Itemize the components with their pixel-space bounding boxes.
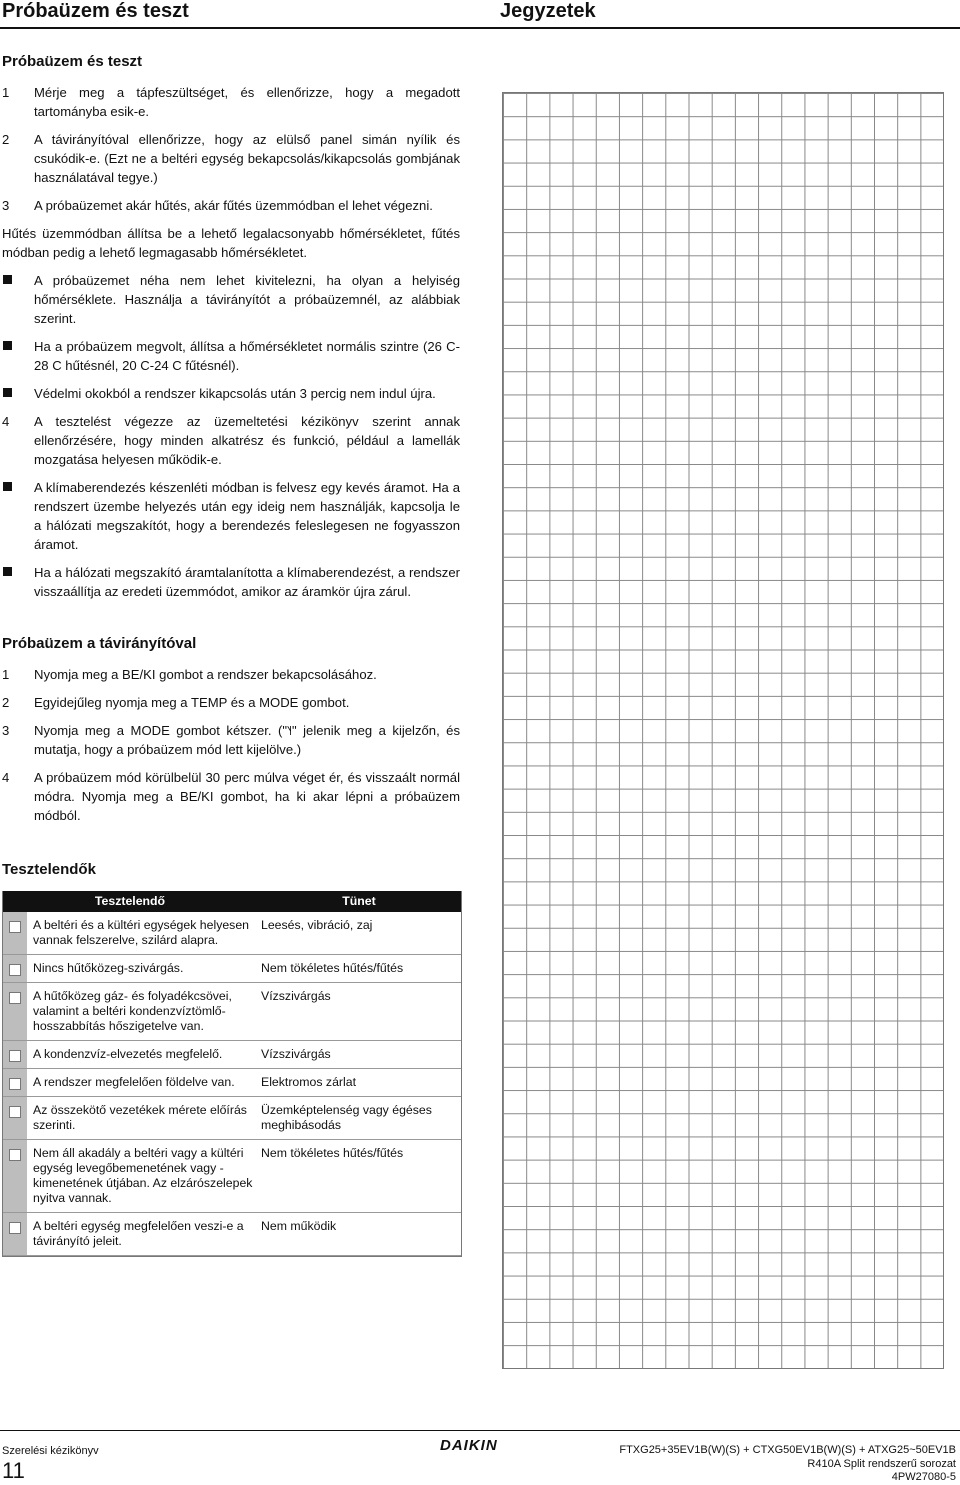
- bullet-text: A klímaberendezés készenléti módban is felvesz egy kevés áramot. Ha a rendszert üzembe helyezés után egy ideig nem használják, kapcsolja le a hálózati megszakítót, hogy a berendezés feleslegesen ne fogyasszon áramot.: [34, 480, 460, 552]
- bullet-item: [2, 337, 460, 375]
- item-text: A próbaüzemet akár hűtés, akár fűtés üzemmódban el lehet végezni.: [34, 198, 433, 213]
- symptom-cell: Nem tökéletes hűtés/fűtés: [257, 1140, 461, 1213]
- item-text: A próbaüzem mód körülbelül 30 perc múlva véget ér, és visszaált normál módra. Nyomja meg a BE/KI gombot, ha ki akar lépni a próbaüzem módból.: [34, 770, 460, 823]
- column-header-symptom: Tünet: [257, 891, 461, 912]
- footer-doc-number: 4PW27080-5: [891, 1471, 956, 1483]
- header-left-title: Próbaüzem és teszt: [2, 0, 189, 22]
- item-number: 2: [2, 132, 10, 147]
- symptom-cell: Üzemképtelenség vagy égéses meghibásodás: [257, 1097, 461, 1140]
- square-bullet-icon: [3, 341, 12, 350]
- header-rule: [0, 27, 960, 29]
- list-item: [2, 412, 460, 469]
- table-row: [3, 955, 461, 983]
- checkbox-icon[interactable]: [9, 921, 21, 933]
- test-item-cell: A beltéri egység megfelelően veszi-e a távirányító jeleit.: [27, 1213, 257, 1256]
- symptom-cell: Elektromos zárlat: [257, 1069, 461, 1097]
- table-row: [3, 1097, 461, 1140]
- checklist-table-wrap: [2, 891, 462, 1257]
- notes-grid: [502, 92, 944, 1369]
- list-item: [2, 83, 460, 121]
- section-title-checklist: Tesztelendők: [2, 861, 96, 878]
- item-number: 1: [2, 667, 10, 682]
- checkbox-icon[interactable]: [9, 1149, 21, 1161]
- column-header-item: Tesztelendő: [3, 891, 257, 912]
- bullet-text: Ha a hálózati megszakító áramtalanította a klímaberendezést, a rendszer visszaállítja az eredeti üzemmódot, amikor az áramkör újra zárul.: [34, 565, 460, 599]
- checkbox-icon[interactable]: [9, 964, 21, 976]
- test-item-cell: A rendszer megfelelően földelve van.: [27, 1069, 257, 1097]
- checkbox-cell: [3, 1097, 27, 1140]
- header-right-title: Jegyzetek: [500, 0, 596, 22]
- square-bullet-icon: [3, 275, 12, 284]
- footer-rule: [0, 1430, 960, 1431]
- bullet-text: A próbaüzemet néha nem lehet kivitelezni, ha olyan a helyiség hőmérséklete. Használja a távirányítót a próbaüzemnél, az alábbiak szerint.: [34, 273, 460, 326]
- bullet-item: [2, 478, 460, 554]
- checkbox-cell: [3, 1069, 27, 1097]
- item-number: 1: [2, 85, 10, 100]
- footer-series: R410A Split rendszerű sorozat: [807, 1457, 956, 1470]
- item-text: Mérje meg a tápfeszültséget, és ellenőrizze, hogy a megadott tartományba esik-e.: [34, 85, 460, 119]
- list-item: [2, 693, 460, 712]
- item-number: 4: [2, 414, 10, 429]
- item-number: 3: [2, 198, 10, 213]
- list-item: [2, 130, 460, 187]
- page-number: 11: [2, 1458, 25, 1483]
- left-column: [2, 52, 460, 1257]
- bullet-text: Ha a próbaüzem megvolt, állítsa a hőmérsékletet normális szintre (26 C-28 C hűtésnél, 20 C-24 C fűtésnél).: [34, 339, 460, 373]
- symptom-cell: Vízszivárgás: [257, 983, 461, 1041]
- footer-right: [619, 1444, 956, 1485]
- square-bullet-icon: [3, 388, 12, 397]
- bullet-item: [2, 384, 460, 403]
- checkbox-icon[interactable]: [9, 992, 21, 1004]
- checkbox-cell: [3, 1041, 27, 1069]
- table-row: [3, 983, 461, 1041]
- list-item: [2, 721, 460, 759]
- table-row: [3, 912, 461, 955]
- test-item-cell: Az összekötő vezetékek mérete előírás szerinti.: [27, 1097, 257, 1140]
- item-text: Nyomja meg a BE/KI gombot a rendszer bekapcsolásához.: [34, 667, 377, 682]
- square-bullet-icon: [3, 567, 12, 576]
- checkbox-cell: [3, 983, 27, 1041]
- checkbox-cell: [3, 912, 27, 955]
- list-item: [2, 665, 460, 684]
- checklist-table: [3, 891, 461, 1256]
- list-item: [2, 196, 460, 215]
- item-number: 4: [2, 770, 10, 785]
- item-text: A tesztelést végezze az üzemeltetési kézikönyv szerint annak ellenőrzésére, hogy minden alkatrész és funkció, például a lamellák mozgatása helyesen működik-e.: [34, 414, 460, 467]
- test-item-cell: A hűtőközeg gáz- és folyadékcsövei, valamint a beltéri kondenzvíztömlő-hosszabbítás hőszigetelve van.: [27, 983, 257, 1041]
- square-bullet-icon: [3, 482, 12, 491]
- item-number: 2: [2, 695, 10, 710]
- checkbox-icon[interactable]: [9, 1050, 21, 1062]
- bullet-text: Védelmi okokból a rendszer kikapcsolás után 3 percig nem indul újra.: [34, 386, 436, 401]
- table-row: [3, 1140, 461, 1213]
- checkbox-icon[interactable]: [9, 1078, 21, 1090]
- table-row: [3, 1213, 461, 1256]
- item-text: Egyidejűleg nyomja meg a TEMP és a MODE gombot.: [34, 695, 350, 710]
- item-number: 3: [2, 723, 10, 738]
- footer-model: FTXG25+35EV1B(W)(S) + CTXG50EV1B(W)(S) + ATXG25~50EV1B: [619, 1444, 956, 1456]
- checkbox-cell: [3, 1213, 27, 1256]
- test-item-cell: Nincs hűtőközeg-szivárgás.: [27, 955, 257, 983]
- table-row: [3, 1069, 461, 1097]
- test-item-cell: A kondenzvíz-elvezetés megfelelő.: [27, 1041, 257, 1069]
- checkbox-icon[interactable]: [9, 1222, 21, 1234]
- table-row: [3, 1041, 461, 1069]
- item-text: Nyomja meg a MODE gombot kétszer. ("˥˧" jelenik meg a kijelzőn, és mutatja, hogy a próbaüzem mód lett kijelölve.): [34, 723, 460, 757]
- symptom-cell: Leesés, vibráció, zaj: [257, 912, 461, 955]
- checkbox-cell: [3, 1140, 27, 1213]
- checkbox-cell: [3, 955, 27, 983]
- section-title-test-run: Próbaüzem és teszt: [2, 53, 143, 70]
- bullet-item: [2, 271, 460, 328]
- daikin-logo: DAIKIN: [440, 1437, 498, 1454]
- checkbox-icon[interactable]: [9, 1106, 21, 1118]
- list-item: [2, 768, 460, 825]
- section-title-remote-test: Próbaüzem a távirányítóval: [2, 635, 197, 652]
- bullet-item: [2, 563, 460, 601]
- item-text: A távirányítóval ellenőrizze, hogy az elülső panel simán nyílik és csukódik-e. (Ezt ne a beltéri egység bekapcsolás/kikapcsolás gombjának használatával tegye.): [34, 132, 460, 185]
- paragraph: Hűtés üzemmódban állítsa be a lehető legalacsonyabb hőmérsékletet, fűtés módban pedig a lehető legmagasabb hőmérsékletet.: [2, 226, 460, 260]
- test-item-cell: A beltéri és a kültéri egységek helyesen vannak felszerelve, szilárd alapra.: [27, 912, 257, 955]
- test-item-cell: Nem áll akadály a beltéri vagy a kültéri egység levegőbemenetének vagy -kimenetének útjában. Az elzárószelepek nyitva vannak.: [27, 1140, 257, 1213]
- symptom-cell: Nem tökéletes hűtés/fűtés: [257, 955, 461, 983]
- symptom-cell: Nem működik: [257, 1213, 461, 1256]
- symptom-cell: Vízszivárgás: [257, 1041, 461, 1069]
- footer-manual-title: Szerelési kézikönyv: [2, 1445, 99, 1457]
